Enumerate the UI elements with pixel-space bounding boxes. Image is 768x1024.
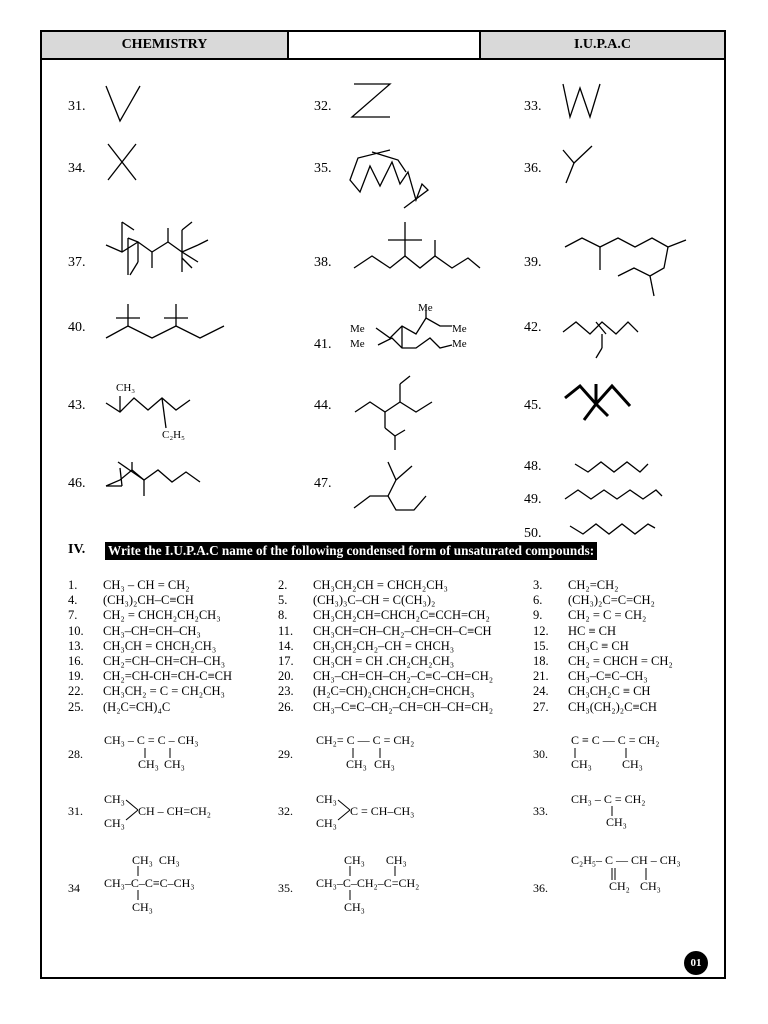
- q31b-branch-b: CH₃: [104, 816, 125, 830]
- subject-label: CHEMISTRY: [42, 32, 289, 58]
- structure-38: [354, 222, 480, 268]
- list-item: 17. CH₃CH = CH .CH₂CH₂CH₃: [278, 654, 455, 669]
- branch-bonds: [0, 720, 768, 920]
- q48-number: 48.: [524, 459, 542, 474]
- q32b-branch-b: CH₃: [316, 816, 337, 830]
- q34b-up: CH₃ CH₃: [132, 853, 180, 867]
- formula-column-1: [68, 578, 232, 715]
- list-item: 7. CH₂ = CHCH₂CH₂CH₃: [68, 608, 221, 623]
- q47-number: 47.: [314, 476, 332, 491]
- structure-33: [563, 84, 600, 117]
- structure-43: [106, 396, 190, 428]
- structure-32: [352, 84, 390, 117]
- list-item: 25. (H₂C=CH)₄C: [68, 699, 171, 714]
- q34-number: 34.: [68, 161, 86, 176]
- list-item: 2. CH₃CH₂CH = CHCH₂CH₃: [278, 578, 448, 592]
- q37-number: 37.: [68, 255, 86, 270]
- q28-sub-2: CH₃: [164, 757, 185, 771]
- list-item: 23. (H₂C=CH)₂CHCH₂CH=CHCH₃: [278, 684, 475, 699]
- q31b-branch-a: CH₃: [104, 792, 125, 806]
- section-title: Write the I.U.P.A.C name of the following condensed form of unsaturated compounds:: [105, 542, 597, 560]
- structure-47: [354, 462, 426, 510]
- structure-35: [350, 150, 428, 208]
- me-label: Me: [452, 338, 467, 350]
- q29-number: 29.: [278, 747, 293, 761]
- ch3-label: CH₃: [116, 382, 136, 394]
- list-item: 20. CH₃–CH=CH–CH₂–C≡C–CH=CH₂: [278, 669, 494, 684]
- q34b-formula: CH₃–C–C≡C–CH₃: [104, 876, 195, 890]
- q36b-sub-1: CH₂: [609, 879, 630, 893]
- q29-sub-2: CH₃: [374, 757, 395, 771]
- q29-formula: CH₂= C — C = CH₂: [316, 733, 415, 747]
- list-item: 5. (CH₃)₃C–CH = C(CH₃)₂: [278, 593, 436, 608]
- q30-formula: C ≡ C — C = CH₂: [571, 733, 660, 747]
- list-item: 13. CH₃CH = CHCH₂CH₃: [68, 638, 217, 653]
- q30-number: 30.: [533, 747, 548, 761]
- structure-49: [565, 490, 662, 499]
- list-item: 11. CH₃CH=CH–CH₂–CH=CH–C≡CH: [278, 623, 492, 638]
- list-item: 12. HC ≡ CH: [533, 623, 617, 638]
- q43-number: 43.: [68, 398, 86, 413]
- list-item: 14. CH₃CH₂CH₂–CH = CHCH₃: [278, 638, 455, 653]
- q33b-formula: CH₃ – C = CH₂: [571, 792, 646, 806]
- list-item: 8. CH₃CH₂CH=CHCH₂C≡CCH=CH₂: [278, 608, 490, 623]
- q36b-sub-2: CH₃: [640, 879, 661, 893]
- q31-number: 31.: [68, 99, 86, 114]
- q35b-up: CH₃ CH₃: [344, 853, 407, 867]
- list-item: 3. CH₂=CH₂: [533, 578, 619, 592]
- structure-39: [565, 238, 686, 296]
- q33b-number: 33.: [533, 804, 548, 818]
- q46-number: 46.: [68, 476, 86, 491]
- structure-36: [563, 146, 592, 183]
- q28-number: 28.: [68, 747, 83, 761]
- me-label: Me: [418, 302, 433, 314]
- q30-sub-2: CH₃: [622, 757, 643, 771]
- list-item: 26. CH₃–C≡C–CH₂–CH=CH–CH=CH₂: [278, 699, 494, 714]
- q35b-down: CH₃: [344, 900, 365, 914]
- q44-number: 44.: [314, 398, 332, 413]
- me-label: Me: [350, 323, 365, 335]
- c2h5-label: C₂H₅: [162, 429, 185, 441]
- q33b-sub: CH₃: [606, 815, 627, 829]
- q40-number: 40.: [68, 320, 86, 335]
- list-item: 27. CH₃(CH₂)₂C≡CH: [533, 699, 657, 714]
- list-item: 24. CH₃CH₂C ≡ CH: [533, 684, 651, 699]
- structure-44: [355, 376, 432, 450]
- q38-number: 38.: [314, 255, 332, 270]
- q31b-formula: CH – CH=CH₂: [138, 804, 211, 818]
- q36b-formula: C₂H₅– C — CH – CH₃: [571, 853, 681, 867]
- structure-37: [106, 222, 208, 275]
- q45-number: 45.: [524, 398, 542, 413]
- list-item: 19. CH₂=CH-CH=CH-C≡CH: [68, 669, 232, 684]
- me-label: Me: [452, 323, 467, 335]
- q41-number: 41.: [314, 337, 332, 352]
- list-item: 6. (CH₃)₂C=C=CH₂: [533, 593, 655, 608]
- list-item: 1. CH₃ – CH = CH₂: [68, 578, 190, 592]
- q34b-down: CH₃: [132, 900, 153, 914]
- q32b-branch-a: CH₃: [316, 792, 337, 806]
- structure-45: [565, 384, 630, 420]
- q36b-number: 36.: [533, 881, 548, 895]
- q39-number: 39.: [524, 255, 542, 270]
- list-item: 4. (CH₃)₂CH–C≡CH: [68, 593, 194, 608]
- q35b-number: 35.: [278, 881, 293, 895]
- structure-42: [563, 322, 638, 358]
- q28-sub-1: CH₃: [138, 757, 159, 771]
- structure-48: [575, 462, 648, 472]
- structure-41: [376, 306, 452, 348]
- q28-formula: CH₃ – C = C – CH₃: [104, 733, 199, 747]
- q49-number: 49.: [524, 492, 542, 507]
- structure-40: [106, 304, 224, 338]
- structure-34: [108, 144, 136, 180]
- q31b-number: 31.: [68, 804, 83, 818]
- formula-column-3: [533, 578, 673, 715]
- q35-number: 35.: [314, 161, 332, 176]
- me-label: Me: [350, 338, 365, 350]
- list-item: 10. CH₃–CH=CH–CH₃: [68, 623, 201, 638]
- q32b-number: 32.: [278, 804, 293, 818]
- structure-50: [570, 524, 655, 534]
- topic-label: I.U.P.A.C: [481, 32, 724, 58]
- q32b-formula: C = CH–CH₃: [350, 804, 415, 818]
- q34b-number: 34: [68, 881, 80, 895]
- formula-column-2: [278, 578, 493, 715]
- q35b-formula: CH₃–C–CH₂–C=CH₂: [316, 876, 420, 890]
- q33-number: 33.: [524, 99, 542, 114]
- section-number: IV.: [68, 542, 86, 557]
- q30-sub-1: CH₃: [571, 757, 592, 771]
- q50-number: 50.: [524, 526, 542, 541]
- list-item: 21. CH₃–C≡C–CH₃: [533, 669, 648, 684]
- list-item: 15. CH₃C ≡ CH: [533, 638, 629, 653]
- list-item: 16. CH₂=CH–CH=CH–CH₃: [68, 654, 226, 669]
- list-item: 9. CH₂ = C = CH₂: [533, 608, 647, 623]
- q29-sub-1: CH₃: [346, 757, 367, 771]
- q36-number: 36.: [524, 161, 542, 176]
- q32-number: 32.: [314, 99, 332, 114]
- structure-31: [106, 86, 140, 121]
- list-item: 22. CH₃CH₂ = C = CH₂CH₃: [68, 684, 225, 699]
- structure-46: [106, 462, 200, 496]
- list-item: 18. CH₂ = CHCH = CH₂: [533, 654, 673, 669]
- page-number-badge: 01: [684, 951, 708, 975]
- q42-number: 42.: [524, 320, 542, 335]
